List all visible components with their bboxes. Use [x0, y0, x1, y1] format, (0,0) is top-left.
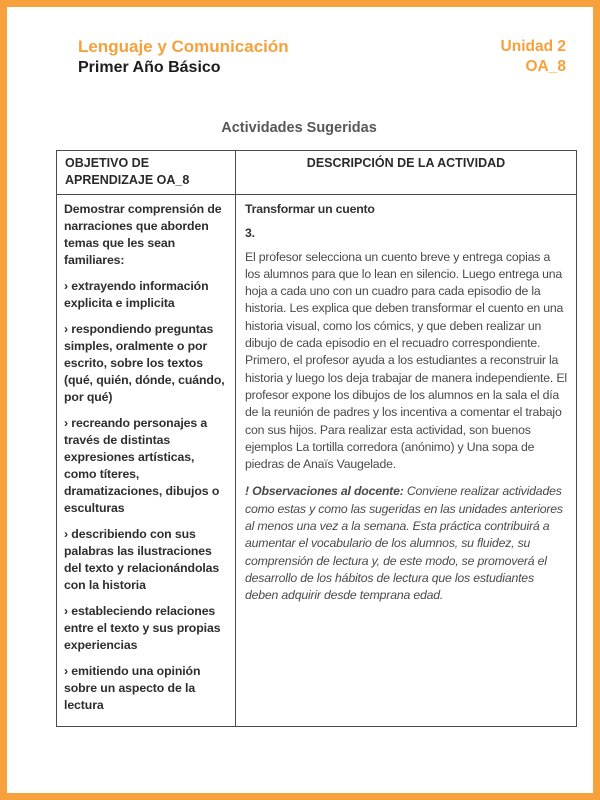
teacher-note-text: Conviene realizar actividades como estas y como las sugeridas en las unidades anteriores al menos una vez a la semana. Esta práctica contribuirá a aumentar el vocabulario de los alumnos, su fluidez, su comprensión de lectura y, de este modo, se promoverá el desarrollo de los hábitos de lectura que los estudiantes deben adquirir desde temprana edad.: [245, 484, 563, 603]
page-title: Actividades Sugeridas: [221, 120, 377, 136]
objective-column-header: OBJETIVO DE APRENDIZAJE OA_8: [57, 151, 236, 195]
oa-label: OA_8: [525, 58, 566, 75]
grade-title: Primer Año Básico: [78, 59, 221, 76]
activity-body: El profesor selecciona un cuento breve y entrega copias a los alumnos para que lo lean en silencio. Luego entrega una hoja a cada uno con un cuadro para cada episodio de la historia. Les explica que deben transformar el cuento en una historia visual, como los cómics, y que deben realizar un dibujo de cada episodio en el recuadro correspondiente. Primero, el profesor ayuda a los estudiantes a reconstruir la historia y luego los deja trabajar de manera independiente. El profesor expone los dibujos de los alumnos en la sala el día de la reunión de padres y los incentiva a comentar el trabajo con sus hijos. Para realizar esta actividad, son buenos ejemplos La tortilla corredora (anónimo) y Una sopa de piedras de Anaïs Vaugelade.: [245, 249, 567, 472]
header-right: [501, 37, 566, 77]
objective-bullet-6: › emitiendo una opinión sobre un aspecto de la lectura: [64, 664, 201, 712]
teacher-note-label: ! Observaciones al docente:: [245, 484, 404, 499]
description-column-header: DESCRIPCIÓN DE LA ACTIVIDAD: [236, 151, 577, 195]
objective-intro: Demostrar comprensión de narraciones que aborden temas que les sean familiares:: [64, 202, 222, 267]
activity-table: [56, 150, 577, 727]
table-header-row: [57, 151, 577, 195]
objective-bullet-5: › estableciendo relaciones entre el texto y sus propias experiencias: [64, 604, 221, 652]
table-row: [57, 195, 577, 727]
unit-label: Unidad 2: [500, 38, 566, 55]
objective-bullet-3: › recreando personajes a través de distintas expresiones artísticas, como títeres, dramatizaciones, dibujos o esculturas: [64, 416, 220, 515]
objective-bullet-4: › describiendo con sus palabras las ilustraciones del texto y relacionándolas con la historia: [64, 527, 220, 592]
document-header: [7, 7, 593, 78]
objective-cell: [57, 195, 236, 727]
subject-title: Lenguaje y Comunicación: [78, 37, 289, 56]
activity-cell: [236, 195, 577, 727]
activity-number: 3.: [245, 226, 255, 241]
teacher-note: [245, 483, 567, 604]
header-left: [78, 37, 289, 78]
objective-bullet-2: › respondiendo preguntas simples, oralmente o por escrito, sobre los textos (qué, quién, dónde, cuándo, por qué): [64, 322, 225, 404]
objective-bullet-1: › extrayendo información explicita e implicita: [64, 279, 209, 310]
activity-title: Transformar un cuento: [245, 202, 375, 216]
